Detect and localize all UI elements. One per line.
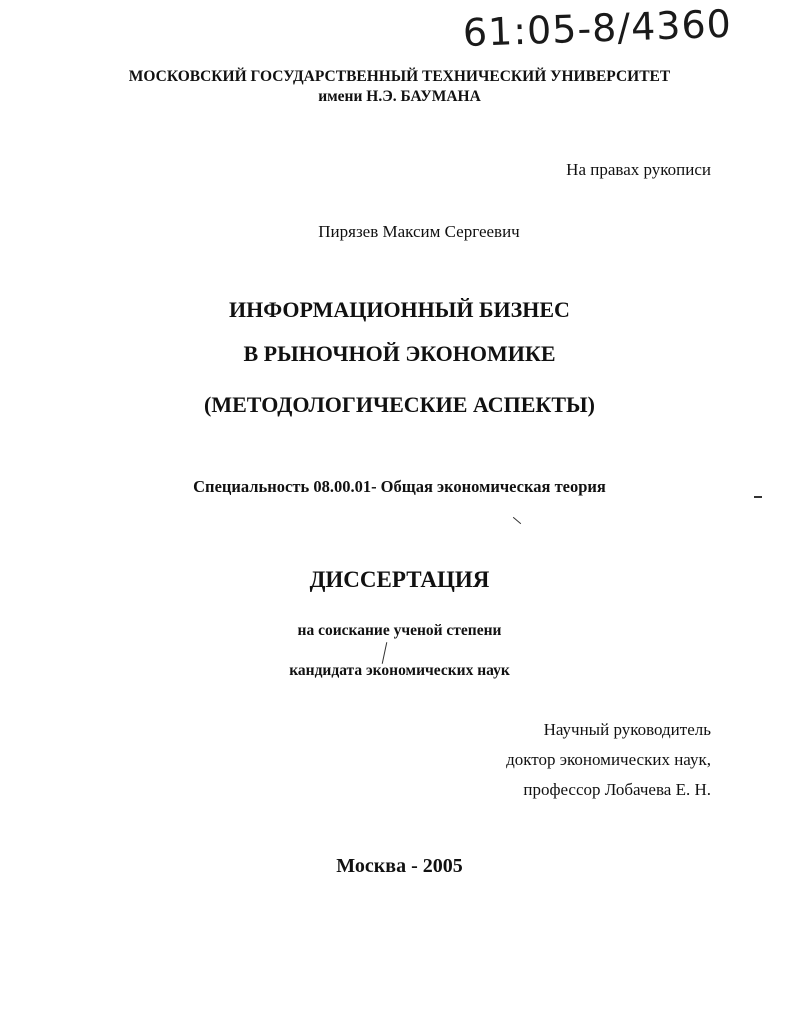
handwritten-catalog-number-drawing xyxy=(462,0,764,56)
handwritten-catalog-number-text: 61:05-8/4360 xyxy=(462,1,733,55)
supervisor-degree: доктор экономических наук, xyxy=(506,750,711,769)
scan-mark xyxy=(754,496,762,498)
rights-note: На правах рукописи xyxy=(566,160,711,179)
degree-line-1: на соискание ученой степени xyxy=(297,622,502,639)
university-name: МОСКОВСКИЙ ГОСУДАРСТВЕННЫЙ ТЕХНИЧЕСКИЙ УНИВЕРСИТЕТ xyxy=(128,68,671,85)
university-named-after: имени Н.Э. БАУМАНА xyxy=(318,88,481,105)
university-header xyxy=(0,67,799,107)
title-line-1: ИНФОРМАЦИОННЫЙ БИЗНЕС xyxy=(229,297,570,322)
degree-line-2: кандидата экономических наук xyxy=(289,662,510,679)
document-type-heading: ДИССЕРТАЦИЯ xyxy=(309,567,490,592)
author-name: Пирязев Максим Сергеевич xyxy=(318,222,520,241)
handwritten-catalog-number xyxy=(462,0,764,56)
supervisor-role: Научный руководитель xyxy=(543,720,711,739)
supervisor-name: профессор Лобачева Е. Н. xyxy=(523,780,711,799)
specialty-line: Специальность 08.00.01- Общая экономическая теория xyxy=(193,477,606,496)
scan-mark xyxy=(513,517,521,524)
city-year: Москва - 2005 xyxy=(336,855,463,877)
title-line-2: В РЫНОЧНОЙ ЭКОНОМИКЕ xyxy=(243,341,556,366)
scan-mark xyxy=(382,642,388,664)
title-line-3: (МЕТОДОЛОГИЧЕСКИЕ АСПЕКТЫ) xyxy=(204,392,595,417)
